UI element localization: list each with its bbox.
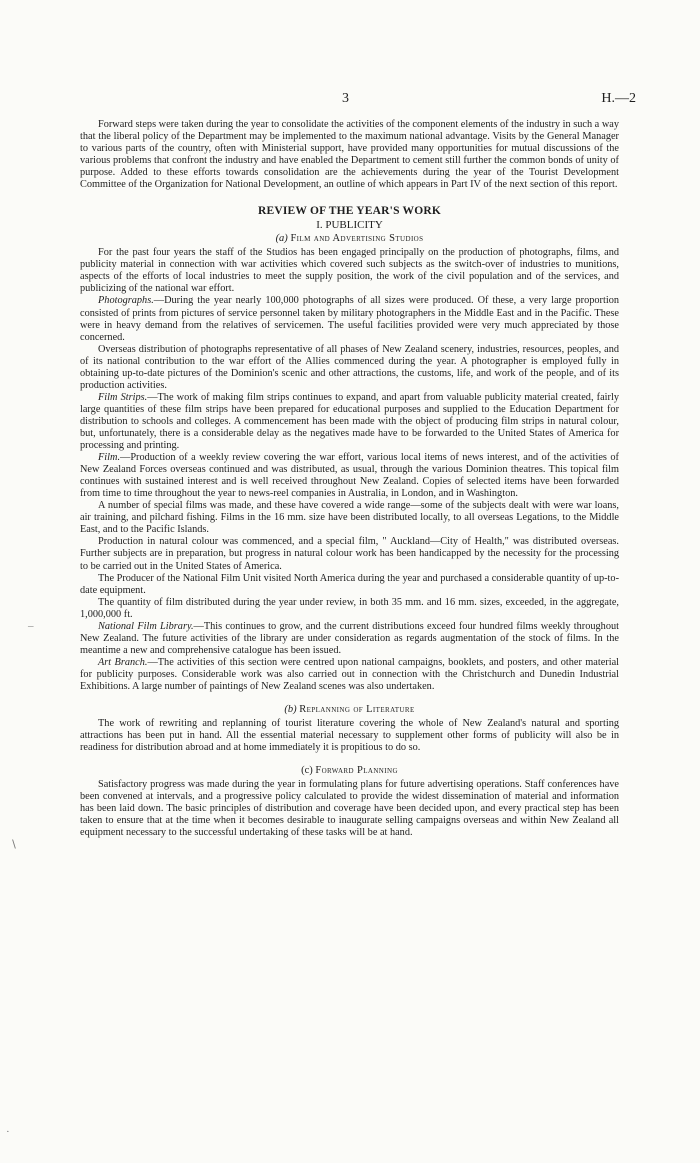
paragraph-text: —Production of a weekly review covering the war effort, various local items of news interest, and of the activities of New Zealand Forces overseas continued and was distributed, as usual, through the various Dominion theatres. This topical film continues with sustained interest and is well received throughout New Zealand. Copies of selected items have been forwarded from time to time throughout the year to news-reel companies in Australia, in London, and in Washington. (80, 452, 619, 500)
body-paragraph (80, 500, 619, 536)
body-paragraph (80, 247, 619, 295)
body-paragraph (80, 344, 619, 392)
paragraph-text: Production in natural colour was commenced, and a special film, " Auckland—City of Health," was distributed overseas. Further subjects are in preparation, but progress in natural colour work has been handicapped by the necessity for the processing to be carried out in the United States of America. (80, 536, 619, 572)
subsection-a-body (80, 247, 619, 693)
page-number: 3 (342, 91, 349, 106)
intro-paragraph: Forward steps were taken during the year to consolidate the activities of the component elements of the industry in such a way that the liberal policy of the Department may be implemented to the maximum national advantage. Visits by the General Manager to various parts of the country, often with Ministerial support, have provided many opportunities for mutual discussions of the various problems that confront the industry and have enabled the Department to cement still further the common bonds of unity of purpose. Added to these efforts towards consolidation are the achievements during the year of the Tourist Development Committee of the Organization for National Development, an outline of which appears in Part IV of the next section of this report. (80, 119, 619, 191)
subsection-c-heading (80, 765, 619, 776)
paragraph-text: —During the year nearly 100,000 photographs of all sizes were produced. Of these, a very large proportion consisted of prints from pictures of service personnel taken by military photographers in the Middle East and in the Pacific. These were in heavy demand from the relatives of servicemen. The useful facilities provided were very much appreciated by those concerned. (80, 295, 619, 343)
margin-mark: ∖ (10, 839, 18, 851)
body-paragraph (80, 657, 619, 693)
paragraph-text: Overseas distribution of photographs representative of all phases of New Zealand scenery, industries, resources, peoples, and of its national contribution to the war effort of the Allies commenced during the year. A photographer is employed fully in obtaining up-to-date pictures of the Dominion's scenic and other attractions, the customs, life, and work of the people, and of its production activities. (80, 343, 619, 391)
subsection-marker: (c) (301, 765, 313, 777)
paragraph-text: For the past four years the staff of the Studios has been engaged principally on the production of photographs, films, and publicity material in connection with war activities which covered such subjects as the switch-over of industries to munitions, aspects of the efforts of local industries to meet the supply position, the work of the civil population and of the services, and publicizing of the national war effort. (80, 247, 619, 295)
subsection-marker: (a) (275, 233, 288, 245)
subsection-title: Forward Planning (315, 765, 398, 777)
paragraph-text: —The work of making film strips continues to expand, and apart from valuable publicity material created, fairly large quantities of these film strips have been prepared for educational purposes and supplied to the Education Department for distribution to schools and colleges. A commencement has been made with the object of producing film strips in natural colour, but, unfortunately, there is a considerable delay as the negatives made have to be forwarded to the United States of America for processing and printing. (80, 391, 619, 452)
paragraph-text: The quantity of film distributed during the year under review, in both 35 mm. and 16 mm. sizes, exceeded, in the aggregate, 1,000,000 ft. (80, 596, 619, 620)
margin-mark: · (6, 1126, 10, 1138)
paragraph-lead: Art Branch. (98, 656, 148, 668)
paragraph-text: —This continues to grow, and the current distributions exceed four hundred films weekly throughout New Zealand. The future activities of the library are under consideration as regards augmentation of the stock of films. In the meantime a new and comprehensive catalogue has been issued. (80, 620, 619, 656)
body-paragraph (80, 295, 619, 343)
body-paragraph (80, 621, 619, 657)
paragraph-lead: Film. (98, 452, 121, 464)
paragraph-lead: National Film Library. (98, 620, 194, 632)
paragraph-text: —The activities of this section were centred upon national campaigns, booklets, and posters, and other material for publicity purposes. Considerable work was also carried out in connection with the Christchurch and Dunedin Industrial Exhibitions. A large number of paintings of New Zealand scenes was also undertaken. (80, 656, 620, 692)
subsection-a-heading (80, 233, 619, 244)
body-paragraph (80, 452, 619, 500)
margin-mark: – (28, 620, 34, 632)
subsection-b-paragraph: The work of rewriting and replanning of tourist literature covering the whole of New Zealand's natural and sporting attractions has been put in hand. All the essential material necessary to supplement other forms of publicity will also be in readiness for distribution abroad and at home immediately it is propitious to do so. (80, 718, 619, 754)
subsection-c-paragraph: Satisfactory progress was made during the year in formulating plans for future advertising operations. Staff conferences have been convened at intervals, and a progressive policy calculated to provide the widest dissemination of material and information has been laid down. The basic principles of distribution and coverage have been decided upon, and every practical step has been taken to ensure that at the time when it becomes desirable to inaugurate selling campaigns overseas and within New Zealand all equipment necessary to the successful undertaking of these tasks will be at hand. (80, 779, 619, 839)
body-paragraph (80, 597, 619, 621)
subsection-title: Replanning of Literature (299, 704, 415, 716)
subsection-marker: (b) (284, 704, 297, 716)
report-body (80, 119, 619, 839)
paragraph-text: A number of special films was made, and these have covered a wide range—some of the subjects dealt with were war loans, air training, and pilchard fishing. Films in the 16 mm. size have been distributed locally, to all overseas Legations, to the Middle East, and to the Pacific Islands. (80, 500, 619, 536)
section-title: I. PUBLICITY (316, 219, 383, 232)
paragraph-lead: Film Strips. (98, 391, 148, 403)
review-title: REVIEW OF THE YEAR'S WORK (257, 205, 442, 218)
body-paragraph (80, 573, 619, 597)
body-paragraph (80, 536, 619, 572)
subsection-b-heading (80, 704, 619, 715)
subsection-title: Film and Advertising Studios (290, 233, 424, 245)
paragraph-lead: Photographs. (98, 295, 154, 307)
body-paragraph (80, 392, 619, 452)
document-reference: H.—2 (601, 91, 636, 106)
paragraph-text: The Producer of the National Film Unit visited North America during the year and purchased a considerable quantity of up-to-date equipment. (80, 572, 619, 596)
